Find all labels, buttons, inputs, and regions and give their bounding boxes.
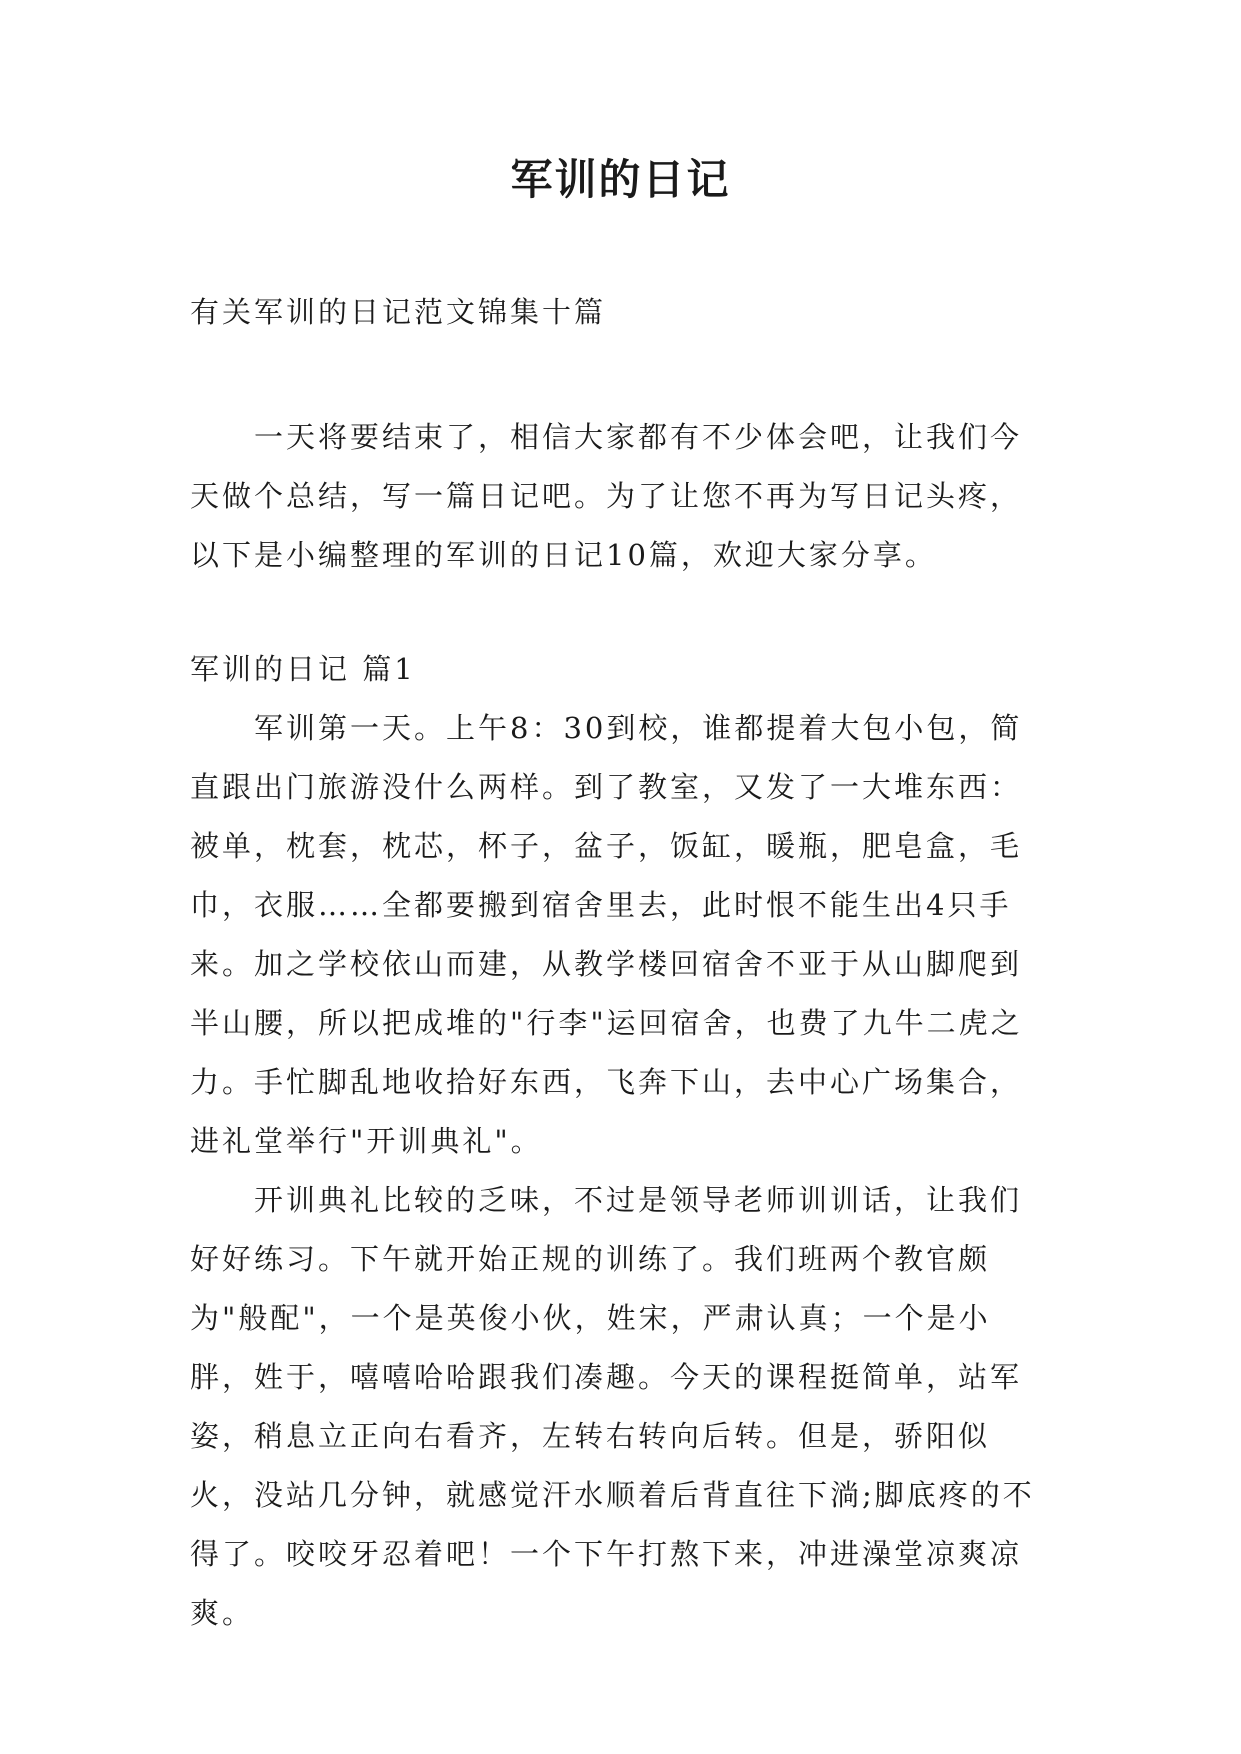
- section-heading: 军训的日记 篇1: [190, 652, 416, 686]
- diary-section-1: [190, 640, 1051, 1643]
- document-subtitle: 有关军训的日记范文锦集十篇: [190, 295, 607, 329]
- intro-paragraph: 一天将要结束了，相信大家都有不少体会吧，让我们今天做个总结，写一篇日记吧。为了让您不再为写日记头疼，以下是小编整理的军训的日记10篇，欢迎大家分享。: [190, 420, 1023, 572]
- document-title: 军训的日记: [510, 155, 731, 204]
- section-paragraph: 开训典礼比较的乏味，不过是领导老师训训话，让我们好好练习。下午就开始正规的训练了。我们班两个教官颇为"般配"，一个是英俊小伙，姓宋，严肃认真；一个是小胖，姓于，嘻嘻哈哈跟我们凑趣。今天的课程挺简单，站军姿，稍息立正向右看齐，左转右转向后转。但是，骄阳似火，没站几分钟，就感觉汗水顺着后背直往下淌;脚底疼的不得了。咬咬牙忍着吧！一个下午打熬下来，冲进澡堂凉爽凉爽。: [190, 1183, 1035, 1630]
- section-paragraph: 军训第一天。上午8：30到校，谁都提着大包小包，简直跟出门旅游没什么两样。到了教室，又发了一大堆东西：被单，枕套，枕芯，杯子，盆子，饭缸，暖瓶，肥皂盒，毛巾，衣服……全都要搬到宿舍里去，此时恨不能生出4只手来。加之学校依山而建，从教学楼回宿舍不亚于从山脚爬到半山腰，所以把成堆的"行李"运回宿舍，也费了九牛二虎之力。手忙脚乱地收拾好东西，飞奔下山，去中心广场集合，进礼堂举行"开训典礼"。: [190, 711, 1023, 1158]
